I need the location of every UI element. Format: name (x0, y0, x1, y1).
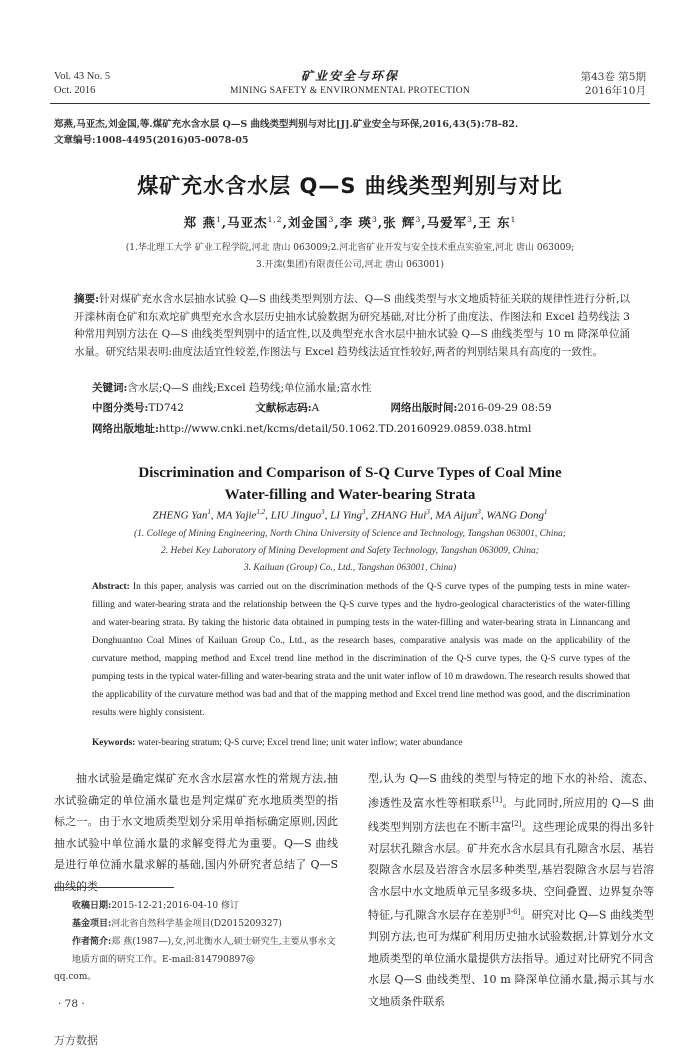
online-time-value: 2016-09-29 08:59 (457, 402, 552, 414)
volume-issue: Vol. 43 No. 5 (54, 71, 111, 82)
author-name-en: MA Aijun (435, 509, 478, 522)
footnote-email-cont: qq.com。 (54, 972, 97, 982)
author-affil-mark: 3 (371, 214, 378, 224)
author-list-en: ZHENG Yan$^1$, MA Yajie$^{1,2}$, LIU Jinguo$^3$, LI Ying$^3$, ZHANG Hui$^3$, MA Aijun$^3$, WANG Dong$^1$ (152, 508, 548, 522)
affiliation-line-en: (1. College of Mining Engineering, North China University of Science and Technology, Tangshan 063001, China; (133, 529, 567, 539)
author-name-en: MA Yajie (216, 509, 257, 522)
citation: 郑燕,马亚杰,刘金国,等.煤矿充水含水层 Q—S 曲线类型判别与对比[J].矿业安全与环保,2016,43(5):78-82. (54, 119, 519, 130)
author-name: 刘金国 (287, 215, 329, 230)
affiliation-line: (1.华北理工大学 矿业工程学院,河北 唐山 063009;2.河北省矿业开发与安全技术重点实验室,河北 唐山 063009; (125, 243, 575, 253)
fund-label: 基金项目: (72, 919, 112, 929)
author-name-en: ZHENG Yan (152, 509, 208, 522)
affiliations-en (80, 526, 620, 577)
clc-value: TD742 (148, 402, 184, 414)
author-name-en: WANG Dong (486, 509, 544, 522)
keywords-text: 含水层;Q—S 曲线;Excel 趋势线;单位涌水量;富水性 (127, 382, 372, 394)
affiliation-line: 3.开滦(集团)有限责任公司,河北 唐山 063001) (255, 260, 445, 270)
footnote-author (72, 933, 342, 969)
issue-date: Oct. 2016 (54, 85, 96, 96)
reference-mark[interactable]: [2] (511, 819, 522, 828)
body-text: 。这些理论成果的得出多针对层状孔隙含水层。矿井充水含水层具有孔隙含水层、基岩裂隙含水层及岩溶含水层多种类型,基岩裂隙含水层与岩溶含水层中水文地质单元呈多级多块、空间叠置、边界复杂等特征,与孔隙含水层存在差别 (368, 820, 655, 922)
page-title: 煤矿充水含水层 Q—S 曲线类型判别与对比 (137, 174, 563, 198)
author-affil-mark: 1 (544, 508, 548, 516)
author-name-en: LI Ying (330, 509, 363, 522)
citation-block (54, 117, 654, 149)
doc-code-label: 文献标志码: (255, 402, 312, 414)
online-time-label: 网络出版时间: (390, 402, 458, 414)
affiliations-cn (80, 240, 620, 274)
author-affil-mark: 1 (207, 508, 211, 516)
doc-code-value: A (311, 402, 320, 414)
author-bio-label: 作者简介: (72, 937, 112, 947)
fund-value: 河北省自然科学基金项目(D2015209327) (111, 919, 282, 929)
reference-mark[interactable]: [1] (492, 795, 503, 804)
online-addr-link[interactable]: http://www.cnki.net/kcms/detail/50.1062.TD.20160929.0859.038.html (158, 423, 532, 435)
keywords-en-label: Keywords: (92, 738, 136, 748)
affiliation-line-en: 2. Hebei Key Laboratory of Mining Development and Safety Technology, Tangshan 063009, China; (161, 546, 539, 556)
author-affil-mark: 1,2 (256, 508, 266, 516)
reference-mark[interactable]: [3-6] (503, 908, 521, 917)
header-right (581, 70, 646, 98)
title-en-line: Discrimination and Comparison of S-Q Curve Types of Coal Mine (138, 465, 562, 481)
author-affil-mark: 1,2 (267, 214, 283, 224)
online-address (92, 421, 531, 436)
abstract-en-label: Abstract: (92, 582, 130, 592)
issue-date-cn: 2016年10月 (584, 85, 646, 97)
page-number: · 78 · (58, 998, 85, 1010)
author-affil-mark: 3 (477, 508, 481, 516)
body-text: 。与此同时,所应用的 Q—S 曲线类型判别方法也在不断丰富 (368, 796, 655, 834)
author-name: 马爱军 (426, 215, 468, 230)
online-time-field (391, 402, 586, 414)
doc-code-field (255, 402, 353, 414)
author-affil-mark: 1 (215, 214, 222, 224)
header-left (54, 70, 110, 98)
abstract-label: 摘要: (74, 293, 100, 305)
footnote-received (72, 897, 342, 915)
author-affil-mark: 3 (328, 214, 335, 224)
title-en (0, 462, 700, 506)
author-name-en: LIU Jinguo (270, 509, 322, 522)
journal-name-en: MINING SAFETY & ENVIRONMENTAL PROTECTION (229, 86, 471, 96)
online-addr-label: 网络出版地址: (92, 423, 159, 435)
abstract-en-text: In this paper, analysis was carried out on the discrimination methods of the Q-S curve types of the pumping tests in mine water-filling and water-bearing strata and the relationship between the Q-S curve types and the hydro-geological characteristics of the water-filling and water-bearing strata. By taking the historic data obtained in pumping tests in the water-filling and water-bearing strata in Linnancang and Donghuantuo Coal Mines of Kailuan Group Co., Ltd., as the research bases, comparative analysis was made on the applicability of the curvature method, mapping method and Excel trend line method in the discrimination of the Q-S curve types, the Q-S curve types of the pumping tests in the typical water-filling and water-bearing strata and the unit water inflow of 10 m drawdown. The research results showed that the applicability of the curvature method was bad and that of the mapping method and Excel trend line method was good, and the discrimination results were highly consistent. (92, 582, 630, 718)
header-center (190, 68, 510, 98)
body-text: 型,认为 Q—S 曲线的类型与特定的地下水的补给、流态、渗透性及富水性等相联系 (368, 772, 654, 810)
abstract-text: 针对煤矿充水含水层抽水试验 Q—S 曲线类型判别方法、Q—S 曲线类型与水文地质特征关联的规律性进行分析,以开滦林南仓矿和东欢坨矿典型充水含水层历史抽水试验数据为研究基础,对比分析了曲度法、作图法和 Excel 趋势线法 3 种常用判别方法在 Q—S 曲线类型判别中的适宜性,以及典型充水含水层中抽水试验 Q—S 曲线类型与 10 m 降深单位涌水量。研究结果表明:曲度法适宜性较差,作图法与 Excel 趋势线法适宜性较好,两者的判别结果具有高度的一致性。 (74, 293, 630, 358)
article-number: 文章编号:1008-4495(2016)05-0078-05 (54, 135, 249, 146)
keywords-cn (92, 380, 372, 395)
author-name: 王 东 (478, 215, 511, 230)
author-affil-mark: 3 (321, 508, 325, 516)
body-column-left (54, 768, 338, 897)
keywords-en (92, 738, 463, 748)
author-bio-value: 郑 燕(1987—),女,河北衡水人,硕士研究生,主要从事水文地质方面的研究工作。E-mail:814790897@ (72, 937, 336, 965)
body-column-right (368, 768, 654, 1012)
author-name: 张 辉 (383, 215, 416, 230)
author-affil-mark: 3 (362, 508, 366, 516)
author-name: 马亚杰 (227, 215, 268, 230)
received-value: 2015-12-21;2016-04-10 修订 (111, 901, 240, 911)
author-name: 李 瑛 (339, 215, 372, 230)
header-divider (50, 103, 650, 104)
keywords-en-text: water-bearing stratum; Q-S curve; Excel trend line; unit water inflow; water abundance (137, 738, 463, 748)
abstract-cn (74, 291, 630, 361)
abstract-en (92, 578, 630, 722)
journal-name-cn: 矿业安全与环保 (300, 69, 399, 83)
body-text: 。研究对比 Q—S 曲线类型判别方法,也可为煤矿利用历史抽水试验数据,计算划分水文地质类型的单位涌水量提供方法指导。通过对比研究不同含水层 Q—S 曲线类型、10 m 降深单位涌水量,揭示其与水文地质条件联系 (368, 908, 655, 1008)
classification-row (92, 400, 620, 415)
author-name-en: ZHANG Hui (371, 509, 427, 522)
keywords-label: 关键词: (92, 382, 128, 394)
watermark: 万方数据 (54, 1034, 98, 1047)
title-en-line: Water-filling and Water-bearing Strata (224, 487, 476, 503)
author-affil-mark: 3 (467, 214, 473, 224)
author-affil-mark: 3 (426, 508, 430, 516)
author-list-cn: 郑 燕$^1$,马亚杰$^{1,2}$,刘金国$^3$,李 瑛$^3$,张 辉$^3$,马爱军$^3$,王 东$^1$ (183, 214, 517, 230)
author-affil-mark: 3 (415, 214, 422, 224)
affiliation-line-en: 3. Kailuan (Group) Co., Ltd., Tangshan 063001, China) (243, 563, 457, 573)
clc-label: 中图分类号: (92, 402, 149, 414)
author-affil-mark: 1 (510, 214, 517, 224)
volume-issue-cn: 第43卷 第5期 (580, 71, 646, 83)
author-name: 郑 燕 (183, 215, 216, 230)
clc-field (92, 402, 218, 414)
footnote-divider (54, 887, 174, 888)
body-paragraph: 抽水试验是确定煤矿充水含水层富水性的常规方法,抽水试验确定的单位涌水量也是判定煤矿充水地质类型的指标之一。由于水文地质类型划分采用单指标确定原则,因此抽水试验中单位涌水量的求解变得尤为重要。Q—S 曲线是进行单位涌水量求解的基础,国内外研究者总结了 Q—S 曲线的类 (54, 772, 338, 893)
footnote-fund (72, 915, 342, 933)
received-label: 收稿日期: (72, 901, 112, 911)
footnotes (72, 897, 342, 969)
